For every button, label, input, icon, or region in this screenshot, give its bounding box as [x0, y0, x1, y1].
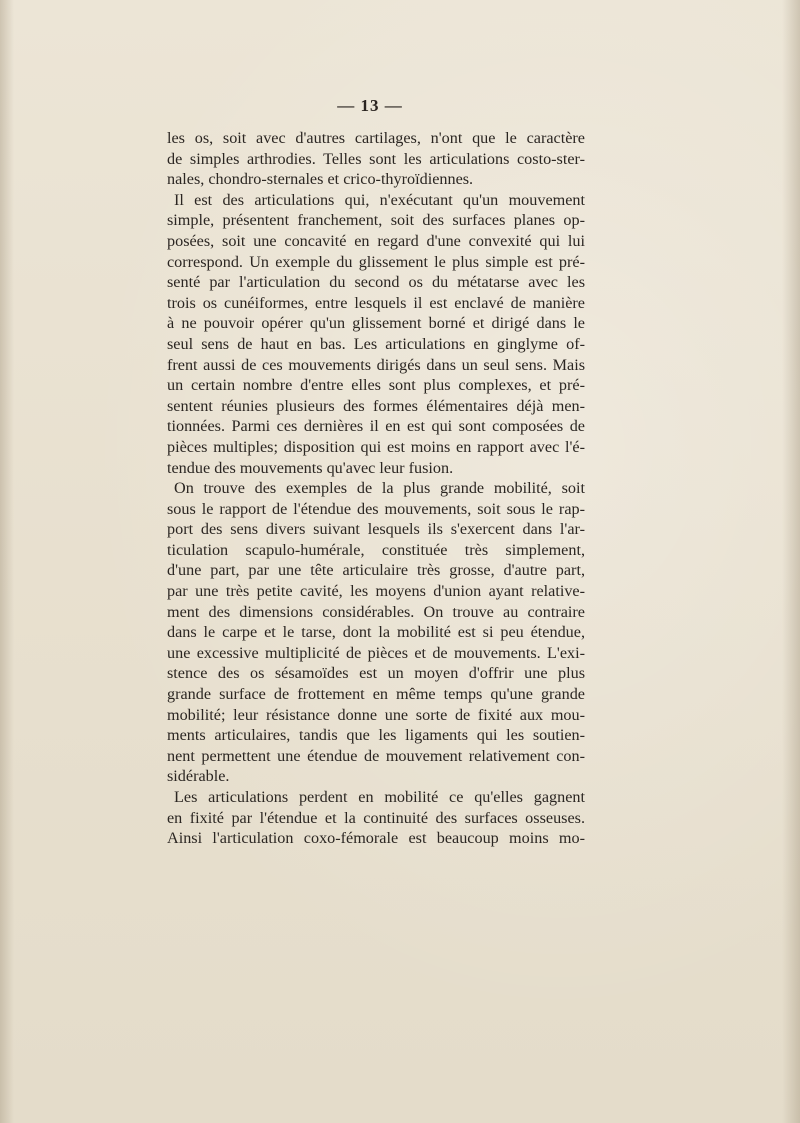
text-line: simple, présentent franchement, soit des surfaces planes op- — [167, 211, 585, 230]
text-line: en fixité par l'étendue et la continuité des surfaces osseuses. — [167, 808, 585, 827]
page-number: — 13 — — [337, 96, 403, 115]
text-line: port des sens divers suivant lesquels ils s'exercent dans l'ar- — [167, 520, 585, 539]
text-line: un certain nombre d'entre elles sont plus complexes, et pré- — [167, 376, 585, 395]
text-line: On trouve des exemples de la plus grande mobilité, soit — [174, 479, 585, 498]
text-line: ment des dimensions considérables. On trouve au contraire — [167, 602, 585, 621]
text-line: trois os cunéiformes, entre lesquels il est enclavé de manière — [167, 293, 585, 312]
body-text — [167, 128, 585, 849]
text-line: tionnées. Parmi ces dernières il en est qui sont composées de — [167, 417, 585, 436]
text-line: les os, soit avec d'autres cartilages, n'ont que le caractère — [167, 129, 585, 147]
text-line: sous le rapport de l'étendue des mouvements, soit sous le rap- — [167, 499, 585, 518]
text-line: frent aussi de ces mouvements dirigés dans un seul sens. Mais — [167, 355, 585, 374]
text-line: seul sens de haut en bas. Les articulations en ginglyme of- — [167, 334, 585, 353]
text-line: grande surface de frottement en même temps qu'une grande — [167, 685, 585, 704]
text-line: sidérable. — [167, 767, 230, 786]
text-line: correspond. Un exemple du glissement le plus simple est pré- — [167, 252, 585, 271]
text-line: nent permettent une étendue de mouvement relativement con- — [167, 746, 585, 765]
text-line: ments articulaires, tandis que les ligaments qui les soutien- — [167, 726, 585, 745]
text-line: Il est des articulations qui, n'exécutant qu'un mouvement — [174, 190, 585, 209]
text-line: à ne pouvoir opérer qu'un glissement borné et dirigé dans le — [167, 314, 585, 333]
text-line: pièces multiples; disposition qui est moins en rapport avec l'é- — [167, 437, 585, 456]
text-line: Les articulations perdent en mobilité ce qu'elles gagnent — [174, 788, 585, 806]
text-line: une excessive multiplicité de pièces et de mouvements. L'exi- — [167, 643, 585, 662]
page-edge-shadow-left — [0, 0, 14, 1123]
text-line: mobilité; leur résistance donne une sorte de fixité aux mou- — [167, 705, 585, 724]
text-line: sentent réunies plusieurs des formes élémentaires déjà men- — [167, 396, 585, 415]
text-line: Ainsi l'articulation coxo-fémorale est beaucoup moins mo- — [167, 829, 585, 848]
text-line: d'une part, par une tête articulaire très grosse, d'autre part, — [167, 561, 585, 580]
text-line: par une très petite cavité, les moyens d'union ayant relative- — [167, 582, 585, 601]
text-line: tendue des mouvements qu'avec leur fusion. — [167, 458, 454, 477]
text-line: senté par l'articulation du second os du métatarse avec les — [167, 273, 585, 292]
text-line: ticulation scapulo-humérale, constituée très simplement, — [167, 540, 585, 559]
text-line: stence des os sésamoïdes est un moyen d'offrir une plus — [167, 664, 585, 683]
text-line: dans le carpe et le tarse, dont la mobilité est si peu étendue, — [167, 623, 585, 642]
text-line: de simples arthrodies. Telles sont les articulations costo-ster- — [167, 149, 585, 168]
page-edge-shadow-right — [782, 0, 800, 1123]
text-line: posées, soit une concavité en regard d'une convexité qui lui — [167, 231, 585, 250]
text-line: nales, chondro-sternales et crico-thyroïdiennes. — [167, 170, 474, 189]
